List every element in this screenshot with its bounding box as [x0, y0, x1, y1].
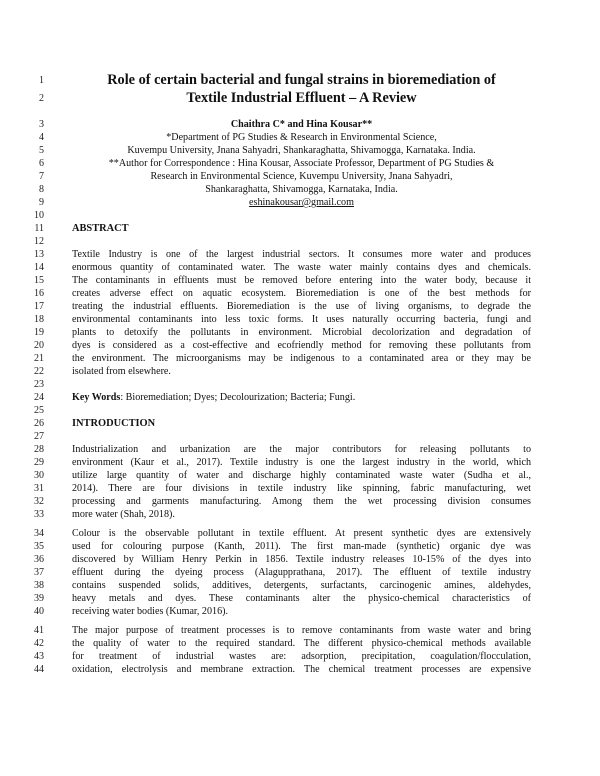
intro-line: used for colouring purpose (Kanth, 2011). The first man-made (synthetic) organic dye was [72, 541, 531, 552]
line-number: 19 [34, 327, 44, 338]
intro-line: Industrialization and urbanization are the major contributors for releasing pollutants to [72, 444, 531, 455]
line-number: 35 [34, 541, 44, 552]
line-number: 20 [34, 340, 44, 351]
line-number: 37 [34, 567, 44, 578]
abstract-heading: ABSTRACT [72, 223, 129, 234]
affiliation-line: *Department of PG Studies & Research in Environmental Science, [166, 132, 437, 143]
line-23 [0, 378, 600, 391]
abstract-row [0, 339, 600, 352]
paper-title: Textile Industrial Effluent – A Review [186, 90, 417, 106]
intro-line: Colour is the observable pollutant in textile effluent. At present synthetic dyes are extensively [72, 528, 531, 539]
affiliation-line: **Author for Correspondence : Hina Kousar, Associate Professor, Department of PG Studies & [108, 158, 495, 169]
abstract-row [0, 274, 600, 287]
abstract-row [0, 248, 600, 261]
abstract-line: treating the industrial effluents. Bioremediation is the use of living organisms, to degrade the [72, 301, 531, 312]
intro-row [0, 443, 600, 456]
intro-row [0, 469, 600, 482]
line-number: 14 [34, 262, 44, 273]
line-number: 1 [39, 75, 44, 86]
line-number: 30 [34, 470, 44, 481]
line-25 [0, 404, 600, 417]
abstract-line: isolated from elsewhere. [72, 366, 171, 377]
affiliation-line: Research in Environmental Science, Kuvempu University, Jnana Sahyadri, [150, 171, 453, 182]
abstract-heading-row [0, 222, 600, 235]
intro-line: the quality of water to the required standard. The different physico-chemical methods available [72, 638, 531, 649]
line-number: 28 [34, 444, 44, 455]
intro-row [0, 637, 600, 650]
line-number: 39 [34, 593, 44, 604]
affiliation-row [0, 170, 600, 183]
title-line-1 [0, 74, 600, 87]
intro-line: receiving water bodies (Kumar, 2016). [72, 606, 228, 617]
affiliation-row [0, 144, 600, 157]
intro-line: for treatment of industrial wastes are: adsorption, precipitation, coagulation/flocculation, [72, 651, 531, 662]
intro-line: processing and garments manufacturing. Among them the wet processing division consumes [72, 496, 531, 507]
line-number: 9 [39, 197, 44, 208]
intro-line: The major purpose of treatment processes is to remove contaminants from waste water and bring [72, 625, 531, 636]
email-wrapper [72, 196, 531, 209]
abstract-line: The contaminants in effluents must be removed before entering into the water body, because it [72, 275, 531, 286]
line-number: 17 [34, 301, 44, 312]
line-number: 33 [34, 509, 44, 520]
abstract-row [0, 326, 600, 339]
introduction-heading: INTRODUCTION [72, 418, 156, 429]
intro-row [0, 579, 600, 592]
intro-line: heavy metals and dyes. These contaminants alter the physico-chemical characteristics of [72, 593, 531, 604]
abstract-row [0, 300, 600, 313]
authors-row [0, 118, 600, 131]
line-number: 41 [34, 625, 44, 636]
line-number: 36 [34, 554, 44, 565]
line-number: 26 [34, 418, 44, 429]
line-number: 22 [34, 366, 44, 377]
line-number: 31 [34, 483, 44, 494]
intro-line: contains suspended solids, additives, detergents, surfactants, carcinogenic amines, aldehydes, [72, 580, 531, 591]
abstract-row [0, 365, 600, 378]
line-12 [0, 235, 600, 248]
email-row [0, 196, 600, 209]
keywords-label: Key Words [72, 392, 121, 403]
line-number: 12 [34, 236, 44, 247]
line-number: 3 [39, 119, 44, 130]
intro-row [0, 527, 600, 540]
keywords-row [0, 391, 600, 404]
intro-row [0, 624, 600, 637]
intro-row [0, 508, 600, 521]
intro-line: environment (Kaur et al., 2017). Textile industry is one the largest industry in the world, which [72, 457, 531, 468]
author-names: Chaithra C* and Hina Kousar** [230, 119, 373, 130]
abstract-line: dyes is considered as a cost-effective and ecofriendly method for removing these pollutants from [72, 340, 531, 351]
affiliation-line: Kuvempu University, Jnana Sahyadri, Shankaraghatta, Shivamogga, Karnataka. India. [127, 145, 476, 156]
line-number: 40 [34, 606, 44, 617]
intro-line: oxidation, electrolysis and membrane extraction. The chemical treatment processes are expensive [72, 664, 531, 675]
line-number: 42 [34, 638, 44, 649]
line-10 [0, 209, 600, 222]
line-number: 21 [34, 353, 44, 364]
keywords-text: : Bioremediation; Dyes; Decolourization; Bacteria; Fungi. [120, 392, 356, 403]
affiliation-row [0, 131, 600, 144]
line-number: 15 [34, 275, 44, 286]
line-number: 23 [34, 379, 44, 390]
abstract-row [0, 287, 600, 300]
line-number: 10 [34, 210, 44, 221]
intro-row [0, 553, 600, 566]
line-27 [0, 430, 600, 443]
intro-row [0, 605, 600, 618]
line-number: 44 [34, 664, 44, 675]
intro-heading-row [0, 417, 600, 430]
intro-line: more water (Shah, 2018). [72, 509, 175, 520]
line-number: 27 [34, 431, 44, 442]
line-number: 43 [34, 651, 44, 662]
line-number: 38 [34, 580, 44, 591]
intro-line: 2014). There are four divisions in textile industry like spinning, fabric manufacturing, wet [72, 483, 531, 494]
intro-line: effluent during the dyeing process (Alagupprathana, 2017). The effluent of textile industry [72, 567, 531, 578]
keywords [72, 391, 531, 404]
intro-line: discovered by William Henry Perkin in 1856. Textile industry releases 10-15% of the dyes into [72, 554, 531, 565]
abstract-line: the environment. The microorganisms may be indigenous to a contaminated area or they may be [72, 353, 531, 364]
line-number: 24 [34, 392, 44, 403]
line-number: 7 [39, 171, 44, 182]
line-number: 4 [39, 132, 44, 143]
title-line-2 [0, 92, 600, 105]
affiliation-row [0, 183, 600, 196]
affiliation-row [0, 157, 600, 170]
abstract-line: environmental contaminants into less toxic forms. It uses naturally occurring bacteria, fungi and [72, 314, 531, 325]
abstract-row [0, 352, 600, 365]
line-number: 16 [34, 288, 44, 299]
line-number: 11 [34, 223, 44, 234]
intro-row [0, 650, 600, 663]
line-number: 8 [39, 184, 44, 195]
line-number: 6 [39, 158, 44, 169]
abstract-line: creates adverse effect on aquatic ecosystem. Bioremediation is one of the best methods for [72, 288, 531, 299]
intro-row [0, 482, 600, 495]
intro-row [0, 540, 600, 553]
abstract-row [0, 313, 600, 326]
affiliation-line: Shankaraghatta, Shivamogga, Karnataka, India. [205, 184, 398, 195]
line-number: 34 [34, 528, 44, 539]
intro-line: utilize large quantity of water and discharge highly contaminated waste water (Sudha et al., [72, 470, 531, 481]
abstract-line: Textile Industry is one of the largest industrial sectors. It consumes more water and produces [72, 249, 531, 260]
abstract-line: plants to detoxify the pollutants in environment. Microbial decolorization and degradation of [72, 327, 531, 338]
line-number: 5 [39, 145, 44, 156]
paper-title: Role of certain bacterial and fungal strains in bioremediation of [107, 72, 496, 88]
line-number: 18 [34, 314, 44, 325]
line-number: 32 [34, 496, 44, 507]
intro-row [0, 495, 600, 508]
line-number: 2 [39, 93, 44, 104]
line-number: 25 [34, 405, 44, 416]
line-number: 13 [34, 249, 44, 260]
abstract-row [0, 261, 600, 274]
intro-row [0, 663, 600, 676]
email-link[interactable]: eshinakousar@gmail.com [249, 197, 354, 208]
abstract-line: enormous quantity of contaminated water. The waste water mainly contains dyes and chemicals. [72, 262, 531, 273]
intro-row [0, 456, 600, 469]
intro-row [0, 592, 600, 605]
intro-row [0, 566, 600, 579]
line-number: 29 [34, 457, 44, 468]
